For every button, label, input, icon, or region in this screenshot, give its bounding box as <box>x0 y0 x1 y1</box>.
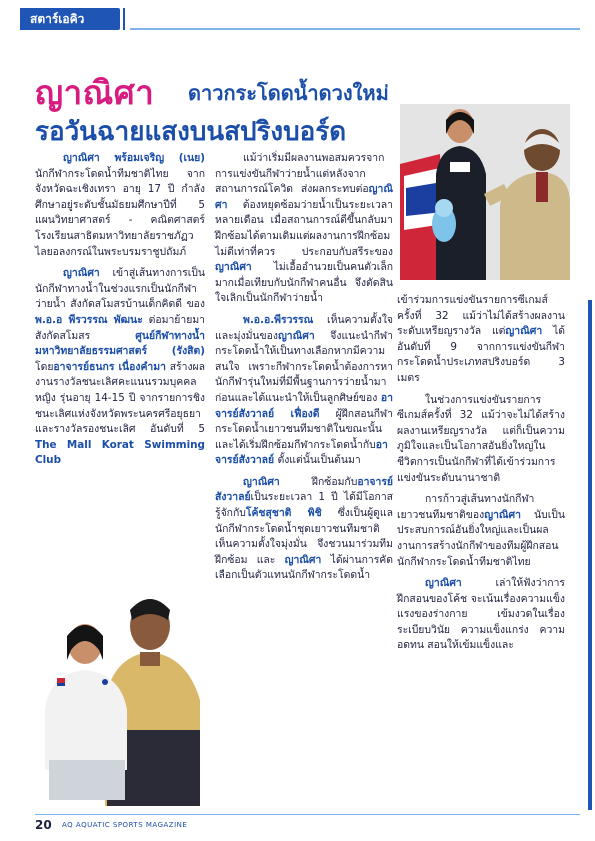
paragraph-text: จึงแนะนำกีฬากระโดดน้ำให้เป็นทางเลือกหากมีความสนใจ เพราะกีฬากระโดดน้ำต้องการหานักกีฬารุ่นใหม่ที่มีพื้นฐานการว่ายน้ำมาก่อนและได้แนะนำให้เป็นลูกศิษย์ของ <box>215 329 393 404</box>
paragraph <box>215 475 393 584</box>
athlete-name: ญาณิศา <box>215 261 252 274</box>
coach-name: อาจารย์สังวาลย์ <box>215 475 393 504</box>
training-center: ศูนย์กีฬาทางน้ำมหาวิทยาลัยธรรมศาสตร์ (รังสิต) <box>35 329 205 358</box>
paragraph-text: ต้องหยุดซ้อมว่ายน้ำเป็นระยะเวลาหลายเดือน เมื่อสถานการณ์ดีขึ้นกลับมาฝึกซ้อมได้ตามเดิมแต่ผลงานการฝึกซ้อมไม่ดีเท่าที่ควร ประกอบกับสรีระของ <box>215 198 393 258</box>
header-rule <box>130 28 580 30</box>
paragraph <box>35 266 205 469</box>
page-number: 20 <box>35 818 52 832</box>
magazine-name: AQ AQUATIC SPORTS MAGAZINE <box>62 821 188 829</box>
footer-rule <box>35 814 580 815</box>
paragraph-text: ต่อมาย้ายมาสังกัดสโมสร <box>35 313 205 342</box>
paragraph-text: ตั้งแต่นั้นเป็นต้นมา <box>274 454 361 467</box>
page-edge-bar <box>588 300 592 810</box>
paragraph-text: แม้ว่าเริ่มมีผลงานพอสมควรจากการแข่งขันกีฬาว่ายน้ำแต่หลังจากสถานการณ์โควิด ส่งผลกระทบต่อ <box>215 152 385 196</box>
athlete-name: ญาณิศา <box>243 475 280 488</box>
paragraph <box>215 151 393 307</box>
article-title-sub: ดาวกระโดดน้ำดวงใหม่ <box>188 81 389 105</box>
coach-name: อาจารย์สังวาลย์ <box>215 438 388 467</box>
paragraph-text: ซึ่งเป็นผู้ดูแลนักกีฬากระโดดน้ำชุดเยาวชนทีมชาติ เห็นความตั้งใจมุ่งมั่น จึงชวนมาร่วมทีมฝึกซ้อม และ <box>215 507 393 566</box>
paragraph <box>397 293 565 387</box>
athlete-name: ญาณิศา <box>63 267 100 280</box>
paragraph-text: ผู้ฝึกสอนกีฬากระโดดน้ำเยาวชนทีมชาติในขณะนั้น และได้เริ่มฝึกซ้อมกีฬากระโดดน้ำกับ <box>215 407 393 451</box>
paragraph-text: ไม่เอื้ออำนวยเป็นคนตัวเล็กมากเมื่อเทียบกับนักกีฬาคนอื่น จึงตัดสินใจเลิกเป็นนักกีฬาว่ายน้ำ <box>215 261 393 305</box>
coach-name: โค้ชสุชาติ พิชิ <box>245 507 322 520</box>
coach-name: อาจารย์ธนกร เนื่องคำมา <box>53 360 166 373</box>
paragraph-text: เป็นระยะเวลา 1 ปี ได้มีโอกาสรู้จักกับ <box>215 491 393 520</box>
paragraph <box>397 576 565 654</box>
paragraph <box>397 492 565 570</box>
article-column-3 <box>397 293 565 660</box>
paragraph-text: เข้าสู่เส้นทางการเป็นนักกีฬาทางน้ำในช่วงแรกเป็นนักกีฬาว่ายน้ำ สังกัดสโมสรบ้านเด็กคิดดี ของ <box>35 267 205 311</box>
section-label: สตาร์เอคิว <box>30 12 85 26</box>
athlete-name: ญาณิศา พร้อมเจริญ (เนย) <box>63 152 205 164</box>
medal-ceremony-graphic <box>400 104 570 280</box>
paragraph-text: โดย <box>35 360 54 373</box>
paragraph-text: เล่าให้ฟังว่าการฝึกสอนของโค้ช จะเน้นเรื่องความแข็งแรงของร่างกาย เข้มงวดในเรื่องระเบียบวินัย ความแข็งแกร่ง ความอดทน สอนให้เข้มแข็งและ <box>397 577 565 652</box>
paragraph <box>35 151 205 260</box>
paragraph-text: เห็นความตั้งใจและมุ่งมั่นของ <box>215 313 393 342</box>
section-tab-accent <box>123 8 125 30</box>
medal-ceremony-photo <box>400 104 570 280</box>
paragraph-text: เข้าร่วมการแข่งขันรายการซีเกมส์ ครั้งที่ 32 แม้ว่าไม่ได้สร้างผลงานระดับเหรียญรางวัล แต่ <box>397 294 565 338</box>
paragraph-text: สร้างผลงานรางวัลชนะเลิศคะแนนรวมบุคคลหญิง รุ่นอายุ 14-15 ปี จากรายการชิงชนะเลิศแห่งจังหวัดพระนครศรีอยุธยา และรางวัลรองชนะเลิศ อันดับที่ 5 <box>35 360 205 436</box>
article-title-name: ญาณิศา <box>35 73 155 112</box>
paragraph-text: นับเป็นประสบการณ์อันยิ่งใหญ่และเป็นผลงานการสร้างนักกีฬาของทีมผู้ฝึกสอนนักกีฬากระโดดน้ำทีมชาติไทย <box>397 508 565 568</box>
athlete-name: ญาณิศา <box>484 508 521 521</box>
article-column-2 <box>215 151 393 590</box>
paragraph-text: นักกีฬากระโดดน้ำทีมชาติไทย จากจังหวัดฉะเชิงเทรา อายุ 17 ปี กำลังศึกษาอยู่ระดับชั้นมัธยมศึกษาปีที่ 5 แผนวิทยาศาสตร์ - คณิตศาสตร์ โรงเรียนสาธิตมหาวิทยาลัยราชภัฏวไลยอลงกรณ์ในพระบรมราชูปถัมภ์ <box>35 167 205 258</box>
paragraph-text: การก้าวสู่เส้นทางนักกีฬาเยาวชนทีมชาติของ <box>397 493 535 521</box>
section-tab <box>20 8 120 30</box>
athlete-coach-photo <box>35 580 205 806</box>
athlete-name: ญาณิศา <box>215 183 393 211</box>
paragraph-text: ฝึกซ้อมกับ <box>279 475 358 488</box>
paragraph-text: ได้ผ่านการคัดเลือกเป็นตัวแทนนักกีฬากระโดดน้ำ <box>215 553 393 582</box>
paragraph <box>215 313 393 469</box>
paragraph-text: ได้อันดับที่ 9 จากการแข่งขันกีฬากระโดดน้ำประเภทสปริงบอร์ด 3 เมตร <box>397 325 566 384</box>
paragraph <box>397 393 565 487</box>
athlete-name: ญาณิศา <box>284 553 322 566</box>
coach-name: พ.อ.อ.พีรวรรณ <box>243 313 314 326</box>
article-title-line2: รอวันฉายแสงบนสปริงบอร์ด <box>35 117 347 147</box>
article-column-1 <box>35 151 205 475</box>
athlete-coach-photo-graphic <box>35 580 205 806</box>
athlete-name: ญาณิศา <box>505 325 543 338</box>
coach-name: อาจารย์สังวาลย์ เฟื่องดี <box>215 391 393 420</box>
club-name: The Mall Korat Swimming Club <box>35 438 205 467</box>
paragraph-text: ในช่วงการแข่งขันรายการซีเกมส์ครั้งที่ 32 แม้ว่าจะไม่ได้สร้างผลงานเหรียญรางวัล แต่ก็เป็นความภูมิใจและเป็นโอกาสอันยิ่งใหญ่ในชีวิตการเป็นนักกีฬาที่ได้เข้าร่วมการแข่งขันระดับนานาชาติ <box>397 393 565 484</box>
coach-name: พ.อ.อ พีรวรรณ พัฒนะ <box>35 313 143 326</box>
athlete-name: ญาณิศา <box>425 577 462 590</box>
athlete-name: ญาณิศา <box>277 329 315 342</box>
